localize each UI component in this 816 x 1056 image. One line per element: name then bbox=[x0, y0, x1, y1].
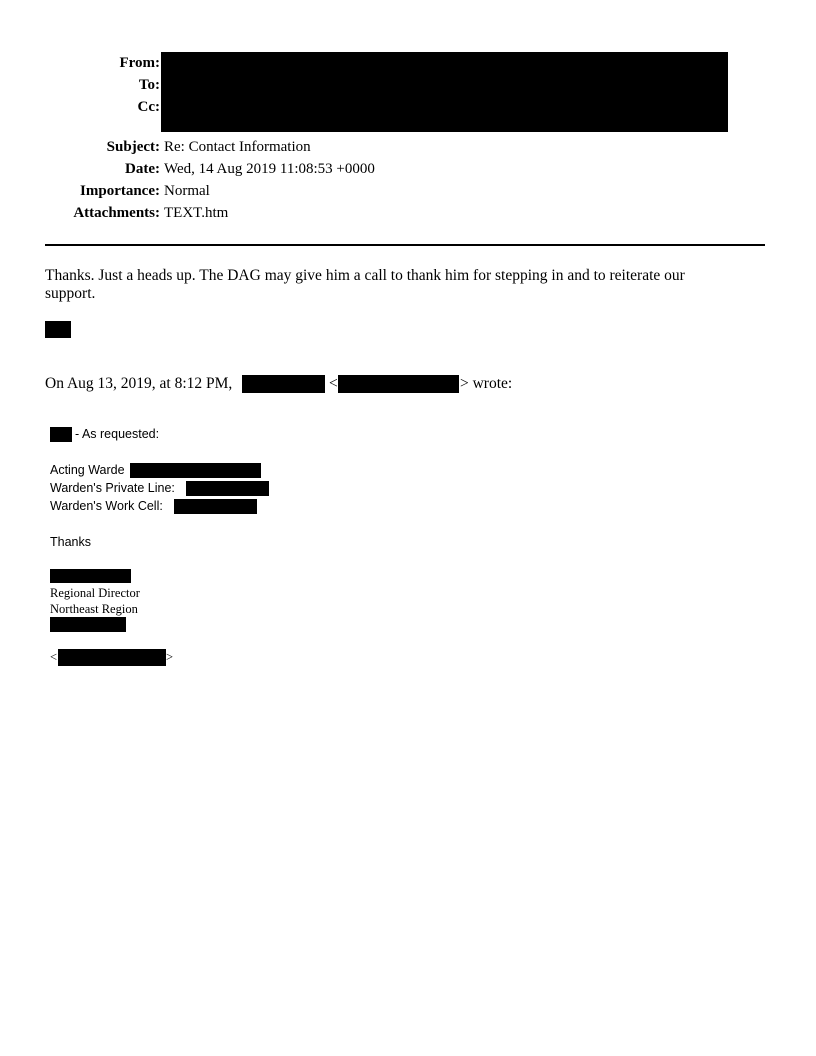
subject-value: Re: Contact Information bbox=[164, 139, 311, 155]
quote-greeting: - As requested: bbox=[75, 427, 160, 441]
quote-intro-lt: < bbox=[329, 375, 338, 392]
redaction-sender-name bbox=[242, 375, 325, 393]
redaction-director-email bbox=[58, 649, 166, 666]
date-label: Date: bbox=[125, 161, 160, 177]
to-label: To: bbox=[138, 77, 160, 93]
from-label: From: bbox=[119, 55, 160, 71]
redaction-greeting-name bbox=[50, 427, 72, 442]
subject-label: Subject: bbox=[106, 139, 160, 155]
redaction-sender-email bbox=[338, 375, 459, 393]
date-value: Wed, 14 Aug 2019 11:08:53 +0000 bbox=[164, 161, 375, 177]
header-divider bbox=[45, 244, 765, 246]
importance-label: Importance: bbox=[80, 183, 160, 199]
private-line-label: Warden's Private Line: bbox=[50, 481, 175, 495]
signature-title: Regional Director bbox=[50, 586, 140, 600]
quote-intro-suffix: > wrote: bbox=[460, 375, 513, 392]
email-lt: < bbox=[50, 650, 58, 664]
work-cell-label: Warden's Work Cell: bbox=[50, 499, 163, 513]
importance-value: Normal bbox=[164, 183, 210, 199]
redaction-contact bbox=[50, 617, 126, 632]
quote-thanks: Thanks bbox=[50, 535, 91, 549]
email-gt: > bbox=[166, 650, 174, 664]
cc-label: Cc: bbox=[137, 99, 160, 115]
attachments-label: Attachments: bbox=[73, 205, 160, 221]
quote-intro-prefix: On Aug 13, 2019, at 8:12 PM, bbox=[45, 375, 233, 392]
redaction-private-line bbox=[186, 481, 269, 496]
message-body: Thanks. Just a heads up. The DAG may give him a call to thank him for stepping in and to reiterate our support. bbox=[45, 267, 685, 302]
redaction-signature bbox=[45, 321, 71, 338]
redaction-work-cell bbox=[174, 499, 257, 514]
redaction-director-name bbox=[50, 569, 131, 583]
acting-warden-label: Acting Warde bbox=[50, 463, 125, 477]
signature-region: Northeast Region bbox=[50, 602, 138, 616]
attachments-value[interactable]: TEXT.htm bbox=[164, 205, 229, 221]
redaction-recipients bbox=[161, 52, 728, 132]
redaction-acting-warden bbox=[130, 463, 261, 478]
